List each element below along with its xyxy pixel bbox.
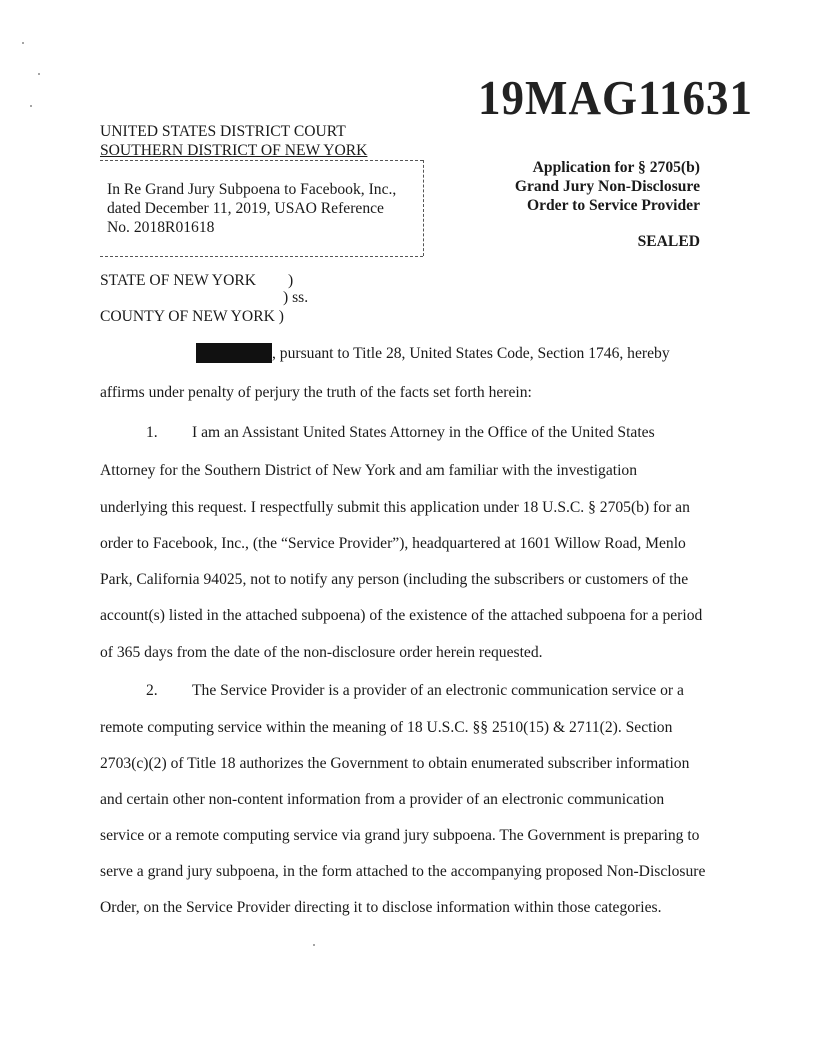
caption-line-3: No. 2018R01618: [107, 219, 215, 236]
paragraph-2-number: 2.: [146, 682, 158, 699]
caption-line-1: In Re Grand Jury Subpoena to Facebook, Inc.,: [107, 181, 397, 198]
sealed-label: SEALED: [637, 233, 700, 250]
paragraph-1-line-2: Attorney for the Southern District of New York and am familiar with the investigation: [100, 462, 638, 479]
scan-speck: [22, 42, 24, 44]
case-caption: [107, 180, 407, 237]
caption-border-bottom: [100, 256, 423, 257]
scan-speck: [313, 944, 315, 946]
scan-speck: [30, 105, 32, 107]
paragraph-1-line-1: I am an Assistant United States Attorney in the Office of the United States: [192, 424, 655, 441]
paragraph-2-line-7: Order, on the Service Provider directing it to disclose information within those categories.: [100, 899, 662, 916]
intro-line-2: affirms under penalty of perjury the truth of the facts set forth herein:: [100, 384, 532, 401]
paragraph-2-line-2: remote computing service within the meaning of 18 U.S.C. §§ 2510(15) & 2711(2). Section: [100, 719, 673, 736]
paragraph-1-line-7: of 365 days from the date of the non-disclosure order herein requested.: [100, 644, 543, 661]
application-title-line-1: Application for § 2705(b): [532, 159, 700, 176]
intro-line-1: , pursuant to Title 28, United States Code, Section 1746, hereby: [272, 345, 670, 362]
application-title: [480, 158, 700, 215]
paragraph-1-line-5: Park, California 94025, not to notify any person (including the subscribers or customers of the: [100, 571, 689, 588]
redaction-bar: [196, 343, 272, 363]
paragraph-1-number: 1.: [146, 424, 158, 441]
venue-county: COUNTY OF NEW YORK ): [100, 308, 284, 325]
venue-paren: ): [288, 272, 294, 289]
docket-stamp: 19MAG11631: [478, 71, 753, 125]
application-title-line-2: Grand Jury Non-Disclosure: [514, 178, 700, 195]
venue-ss: ) ss.: [283, 289, 309, 306]
caption-border-top: [100, 160, 423, 161]
paragraph-1-line-4: order to Facebook, Inc., (the “Service Provider”), headquartered at 1601 Willow Road, Menlo: [100, 535, 686, 552]
paragraph-2-line-5: service or a remote computing service via grand jury subpoena. The Government is preparing to: [100, 827, 700, 844]
paragraph-1-line-6: account(s) listed in the attached subpoena) of the existence of the attached subpoena for a period: [100, 607, 703, 624]
paragraph-2-line-6: serve a grand jury subpoena, in the form attached to the accompanying proposed Non-Disclosure: [100, 863, 706, 880]
caption-line-2: dated December 11, 2019, USAO Reference: [107, 200, 384, 217]
court-heading: [100, 122, 367, 160]
caption-border-right: [423, 160, 424, 256]
court-line-2: SOUTHERN DISTRICT OF NEW YORK: [100, 142, 368, 159]
paragraph-1-line-3: underlying this request. I respectfully submit this application under 18 U.S.C. § 2705(b) for an: [100, 499, 690, 516]
paragraph-2-line-1: The Service Provider is a provider of an electronic communication service or a: [192, 682, 684, 699]
paragraph-2-line-3: 2703(c)(2) of Title 18 authorizes the Government to obtain enumerated subscriber information: [100, 755, 690, 772]
application-title-line-3: Order to Service Provider: [526, 197, 700, 214]
court-line-1: UNITED STATES DISTRICT COURT: [100, 123, 346, 140]
venue-block: [100, 272, 309, 325]
venue-state: STATE OF NEW YORK: [100, 272, 256, 289]
scan-speck: [38, 73, 40, 75]
paragraph-2-line-4: and certain other non-content information from a provider of an electronic communication: [100, 791, 665, 808]
